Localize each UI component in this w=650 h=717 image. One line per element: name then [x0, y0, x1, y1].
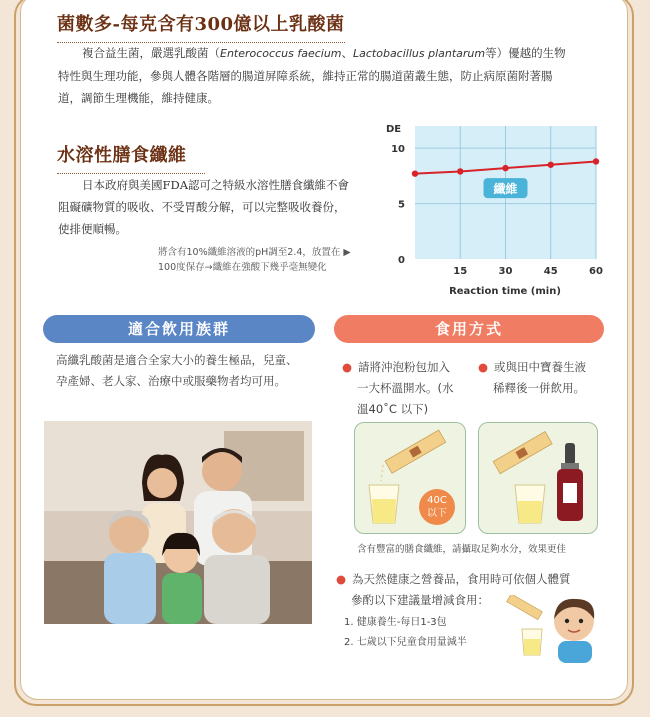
supplement-note: ● 為天然健康之營養品，食用時可依個人體質 參酌以下建議量增減食用：	[336, 572, 571, 607]
bullet-dot: ●	[336, 572, 347, 586]
usage-step2: ● 或與田中寶養生液 稀釋後一併飲用。	[478, 360, 587, 395]
dose-item-2: 2. 七歲以下兒童食用量減半	[344, 637, 467, 648]
chart-series-label: 纖維	[493, 182, 518, 197]
audience-pill: 適合飲用族群	[43, 315, 315, 343]
chart-y-tick-label: 5	[398, 199, 405, 211]
dose-item-1: 1. 健康養生-每日1-3包	[344, 617, 447, 628]
chart-x-tick-label: 15	[453, 266, 468, 277]
usage-pill: 食用方式	[334, 315, 604, 343]
liquid-mix-illustration	[478, 422, 598, 534]
chart-x-tick-label: 60	[589, 266, 603, 277]
chart-data-point	[457, 168, 463, 174]
audience-text: 高纖乳酸菌是適合全家大小的養生極品，兒童、 孕產婦、老人家、治療中或服藥物者均可用。	[56, 353, 298, 388]
chart-y-tick-label: 10	[391, 144, 405, 156]
fiber-test-note: 將含有10%纖維溶液的pH調至2.4，放置在 ▶ 100度保存→纖維在強酸下幾乎毫無變化	[158, 247, 351, 273]
family-photo	[44, 421, 312, 624]
bacteria-paragraph: 複合益生菌，嚴選乳酸菌（Enterococcus faecium、Lactobacillus plantarum等）優越的生物 特性與生理功能，參與人體各階層的腸道屏障系統，維持正常的腸道菌叢生態，防止病原菌附著腸 道，調節生理機能，維持健康。	[58, 46, 566, 105]
temperature-badge: 40C 以下	[419, 489, 455, 525]
dose-list	[344, 613, 467, 653]
chart-x-axis-label: Reaction time (min)	[449, 286, 561, 297]
chart-data-point	[593, 158, 599, 164]
chart-x-tick-label: 45	[543, 266, 558, 277]
child-drinking-illustration	[500, 595, 606, 663]
chart-data-point	[548, 162, 554, 168]
fiber-paragraph: 日本政府與美國FDA認可之特級水溶性膳食纖維不會 阻礙礦物質的吸收、不受胃酸分解，可以完整吸收養份， 使排便順暢。	[58, 178, 350, 236]
fiber-water-note: 含有豐富的膳食纖維，請攝取足夠水分，效果更佳	[357, 544, 567, 555]
bullet-dot: ●	[478, 360, 489, 374]
fiber-stability-chart	[370, 118, 610, 303]
section-title-fiber: 水溶性膳食纖維	[57, 141, 187, 167]
bullet-dot: ●	[342, 360, 353, 374]
usage-step1: ● 請將沖泡粉包加入 一大杯溫開水。(水 溫40˚C 以下)	[342, 360, 454, 416]
section-title-bacteria: 菌數多-每克含有300億以上乳酸菌	[57, 10, 345, 36]
chart-y-tick-label: 0	[398, 255, 405, 266]
chart-x-tick-label: 30	[498, 266, 513, 277]
chart-data-point	[412, 170, 418, 176]
chart-data-point	[502, 165, 508, 171]
chart-y-axis-label: DE	[386, 124, 402, 135]
powder-cup-illustration	[354, 422, 466, 534]
